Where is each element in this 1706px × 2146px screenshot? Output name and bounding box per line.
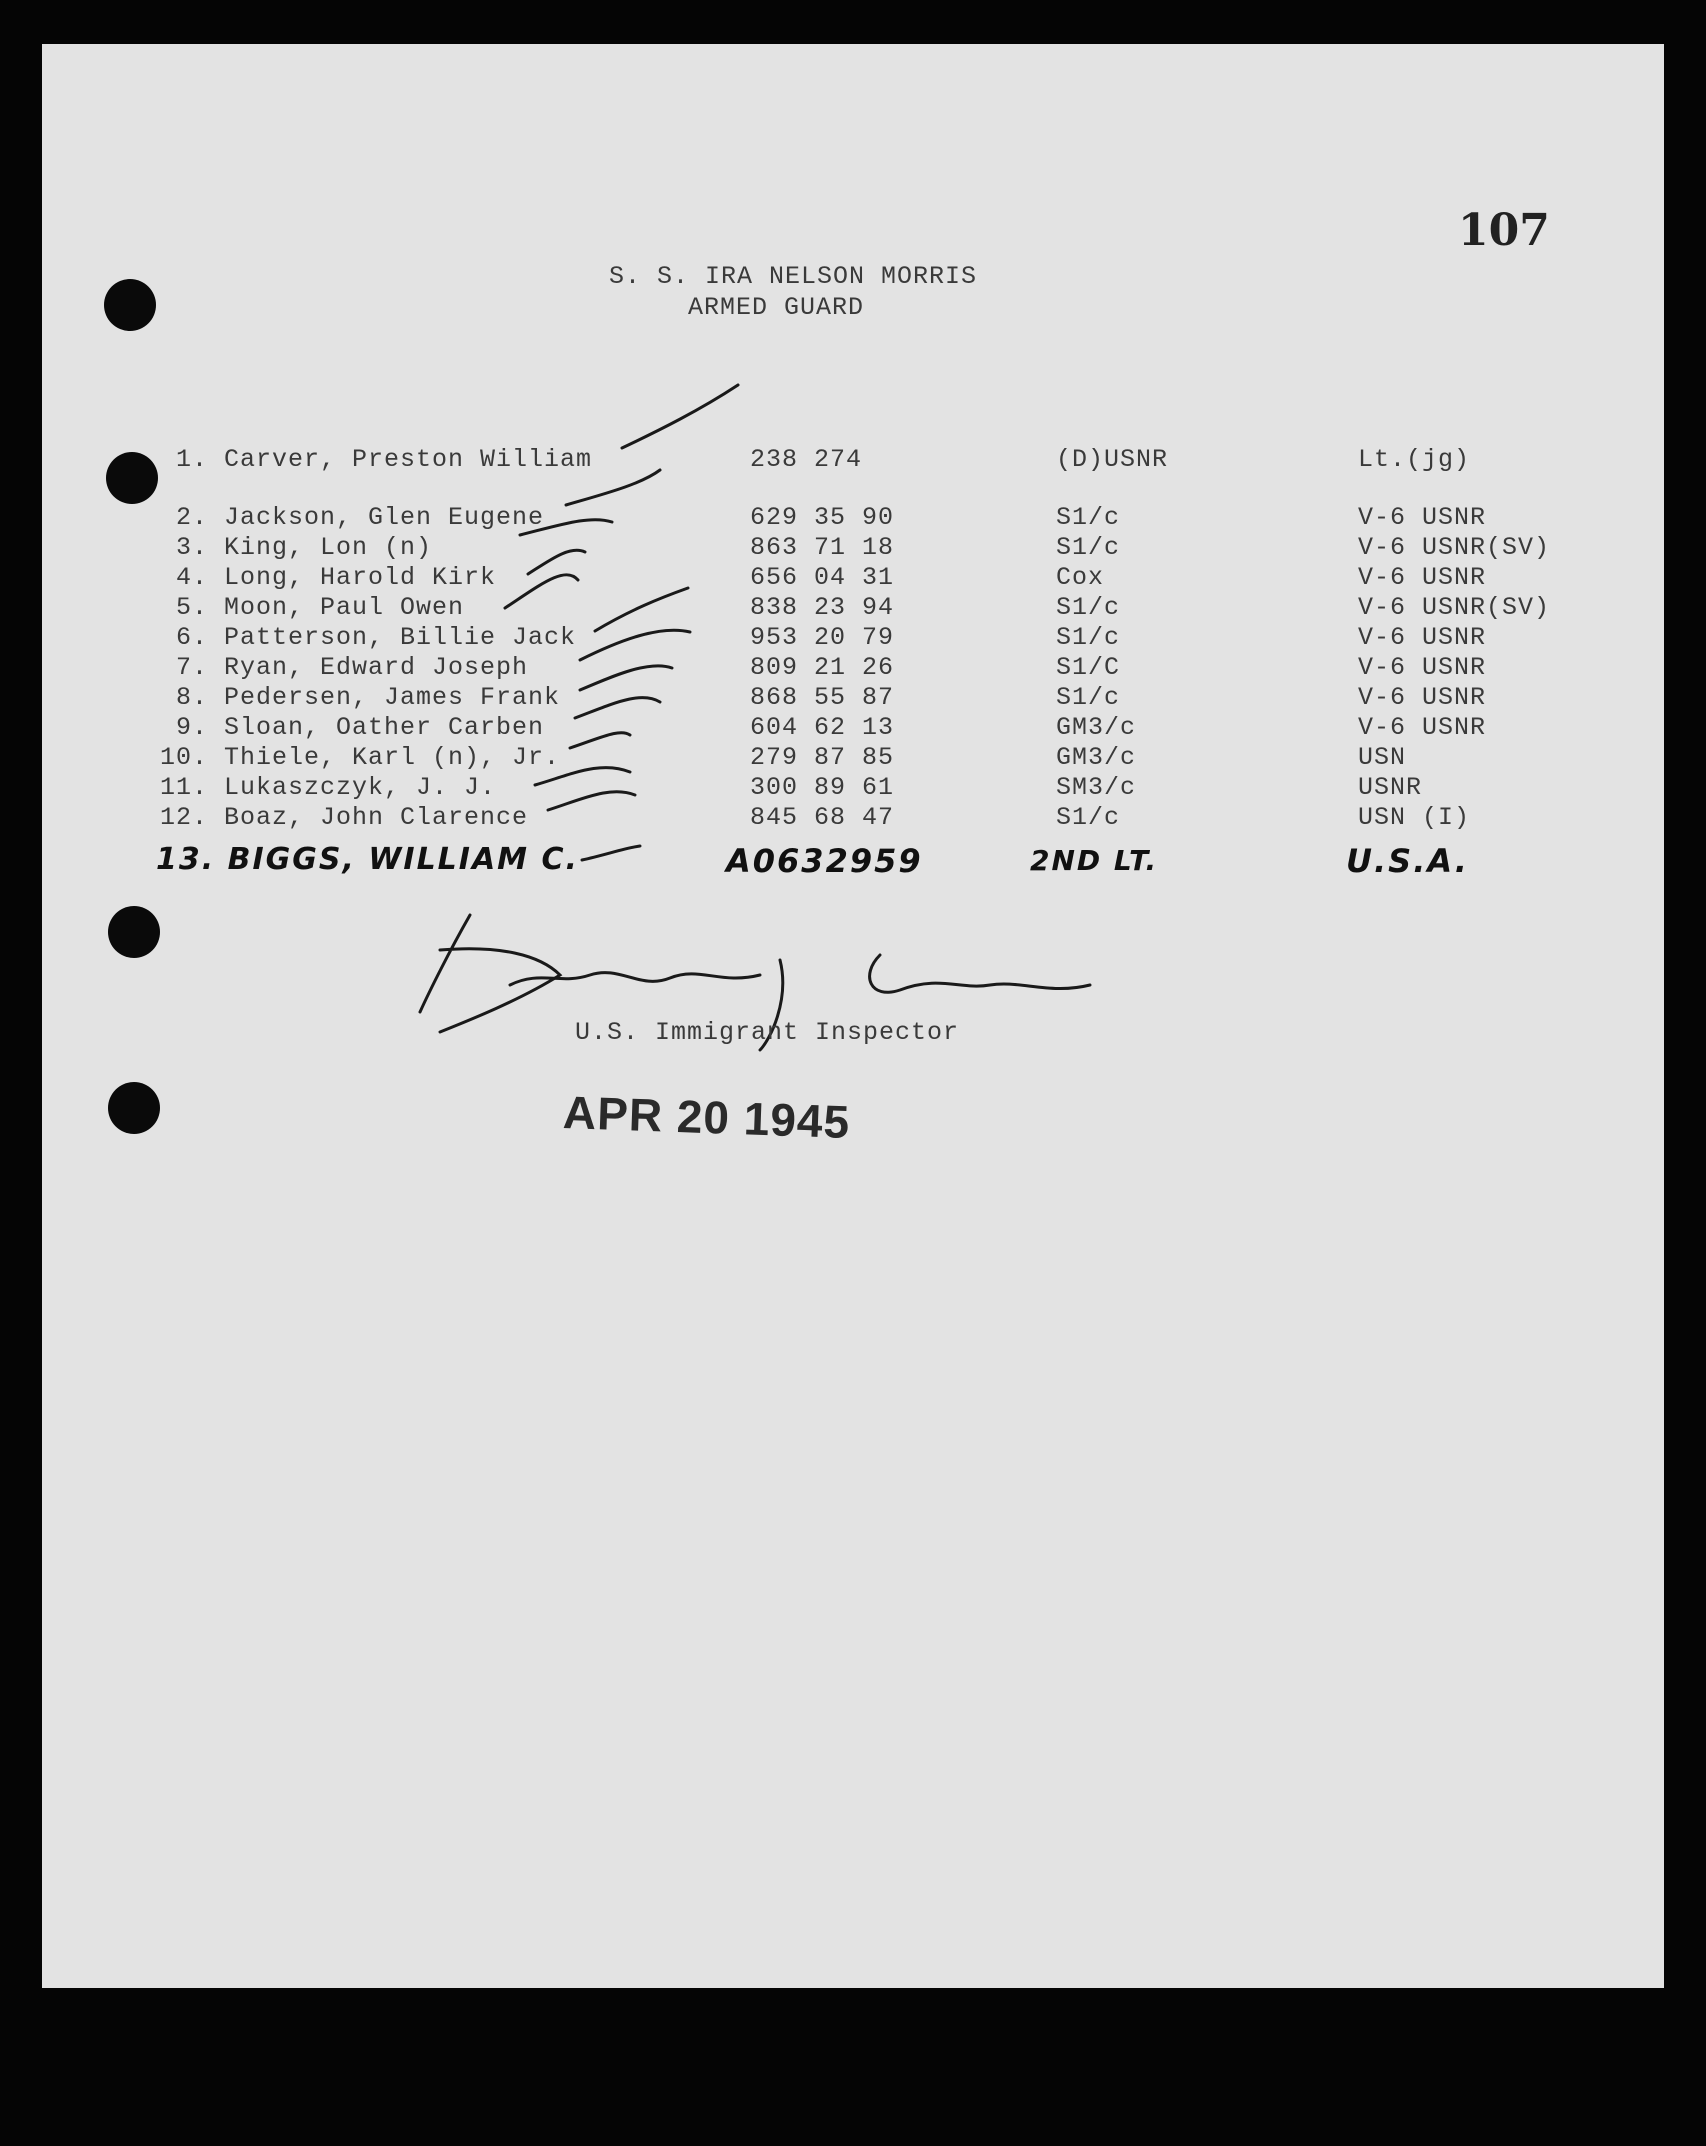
crew-name: Lukaszczyk, J. J.	[224, 773, 497, 802]
ship-title: S. S. IRA NELSON MORRIS	[609, 262, 978, 291]
crew-service-number: 838 23 94	[750, 593, 895, 622]
crew-branch: USN	[1358, 743, 1407, 772]
crew-number: 4.	[175, 563, 208, 592]
crew-service-number: 629 35 90	[750, 503, 895, 532]
crew-branch: V-6 USNR	[1358, 713, 1487, 742]
page-number: 107	[1458, 205, 1550, 256]
check-mark-3	[520, 520, 612, 535]
check-mark-10	[570, 733, 630, 748]
crew-number: 12.	[159, 803, 208, 832]
crew-name: Sloan, Oather Carben	[224, 713, 545, 742]
crew-number: 8.	[175, 683, 208, 712]
crew-number: 2.	[175, 503, 208, 532]
check-mark-4	[528, 550, 585, 574]
crew-rate: GM3/c	[1056, 713, 1137, 742]
crew-service-number: 868 55 87	[750, 683, 895, 712]
check-mark-6	[595, 588, 688, 631]
crew-rate: S1/c	[1056, 533, 1121, 562]
check-mark-13	[582, 846, 640, 860]
crew-number: 9.	[175, 713, 208, 742]
handwritten-name: 13. BIGGS, WILLIAM C.	[156, 842, 579, 877]
date-stamp: APR 20 1945	[562, 1086, 852, 1148]
crew-name: Jackson, Glen Eugene	[224, 503, 545, 532]
crew-name: Boaz, John Clarence	[224, 803, 529, 832]
crew-name: Long, Harold Kirk	[224, 563, 497, 592]
crew-service-number: 656 04 31	[750, 563, 895, 592]
crew-rate: SM3/c	[1056, 773, 1137, 802]
unit-title: ARMED GUARD	[688, 293, 865, 322]
crew-number: 1.	[175, 445, 208, 474]
crew-branch: V-6 USNR	[1358, 563, 1487, 592]
crew-branch: USNR	[1358, 773, 1423, 802]
crew-branch: V-6 USNR	[1358, 503, 1487, 532]
crew-service-number: 863 71 18	[750, 533, 895, 562]
crew-rate: S1/c	[1056, 593, 1121, 622]
crew-service-number: 238 274	[750, 445, 863, 474]
crew-service-number: 809 21 26	[750, 653, 895, 682]
check-mark-12	[548, 792, 635, 810]
crew-name: King, Lon (n)	[224, 533, 433, 562]
crew-number: 11.	[159, 773, 208, 802]
crew-service-number: 300 89 61	[750, 773, 895, 802]
check-mark-5	[505, 575, 578, 608]
crew-rate: S1/c	[1056, 683, 1121, 712]
crew-number: 3.	[175, 533, 208, 562]
crew-rate: S1/c	[1056, 503, 1121, 532]
crew-service-number: 953 20 79	[750, 623, 895, 652]
crew-name: Patterson, Billie Jack	[224, 623, 577, 652]
handwritten-service-number: A0632959	[726, 842, 923, 880]
signature	[430, 930, 1090, 1030]
crew-name: Pedersen, James Frank	[224, 683, 561, 712]
crew-number: 5.	[175, 593, 208, 622]
crew-rate: S1/c	[1056, 623, 1121, 652]
crew-number: 10.	[159, 743, 208, 772]
signature-title: U.S. Immigrant Inspector	[575, 1018, 960, 1047]
check-mark-1	[622, 385, 738, 448]
check-mark-7	[580, 630, 690, 660]
crew-branch: V-6 USNR	[1358, 653, 1487, 682]
crew-branch: V-6 USNR	[1358, 623, 1487, 652]
crew-name: Moon, Paul Owen	[224, 593, 465, 622]
crew-rate: (D)USNR	[1056, 445, 1169, 474]
crew-branch: V-6 USNR(SV)	[1358, 533, 1551, 562]
crew-rate: Cox	[1056, 563, 1105, 592]
check-mark-2	[566, 470, 660, 505]
crew-branch: USN (I)	[1358, 803, 1471, 832]
crew-branch: V-6 USNR(SV)	[1358, 593, 1551, 622]
crew-branch: Lt.(jg)	[1358, 445, 1471, 474]
crew-service-number: 604 62 13	[750, 713, 895, 742]
crew-name: Carver, Preston William	[224, 445, 593, 474]
crew-branch: V-6 USNR	[1358, 683, 1487, 712]
crew-name: Ryan, Edward Joseph	[224, 653, 529, 682]
check-mark-9	[575, 698, 660, 718]
crew-service-number: 845 68 47	[750, 803, 895, 832]
crew-service-number: 279 87 85	[750, 743, 895, 772]
crew-rate: GM3/c	[1056, 743, 1137, 772]
handwritten-branch: U.S.A.	[1346, 842, 1469, 880]
crew-rate: S1/C	[1056, 653, 1121, 682]
check-mark-8	[580, 666, 672, 690]
handwritten-rate: 2ND LT.	[1030, 844, 1159, 877]
check-mark-11	[535, 768, 630, 785]
crew-number: 7.	[175, 653, 208, 682]
crew-name: Thiele, Karl (n), Jr.	[224, 743, 561, 772]
crew-number: 6.	[175, 623, 208, 652]
crew-rate: S1/c	[1056, 803, 1121, 832]
